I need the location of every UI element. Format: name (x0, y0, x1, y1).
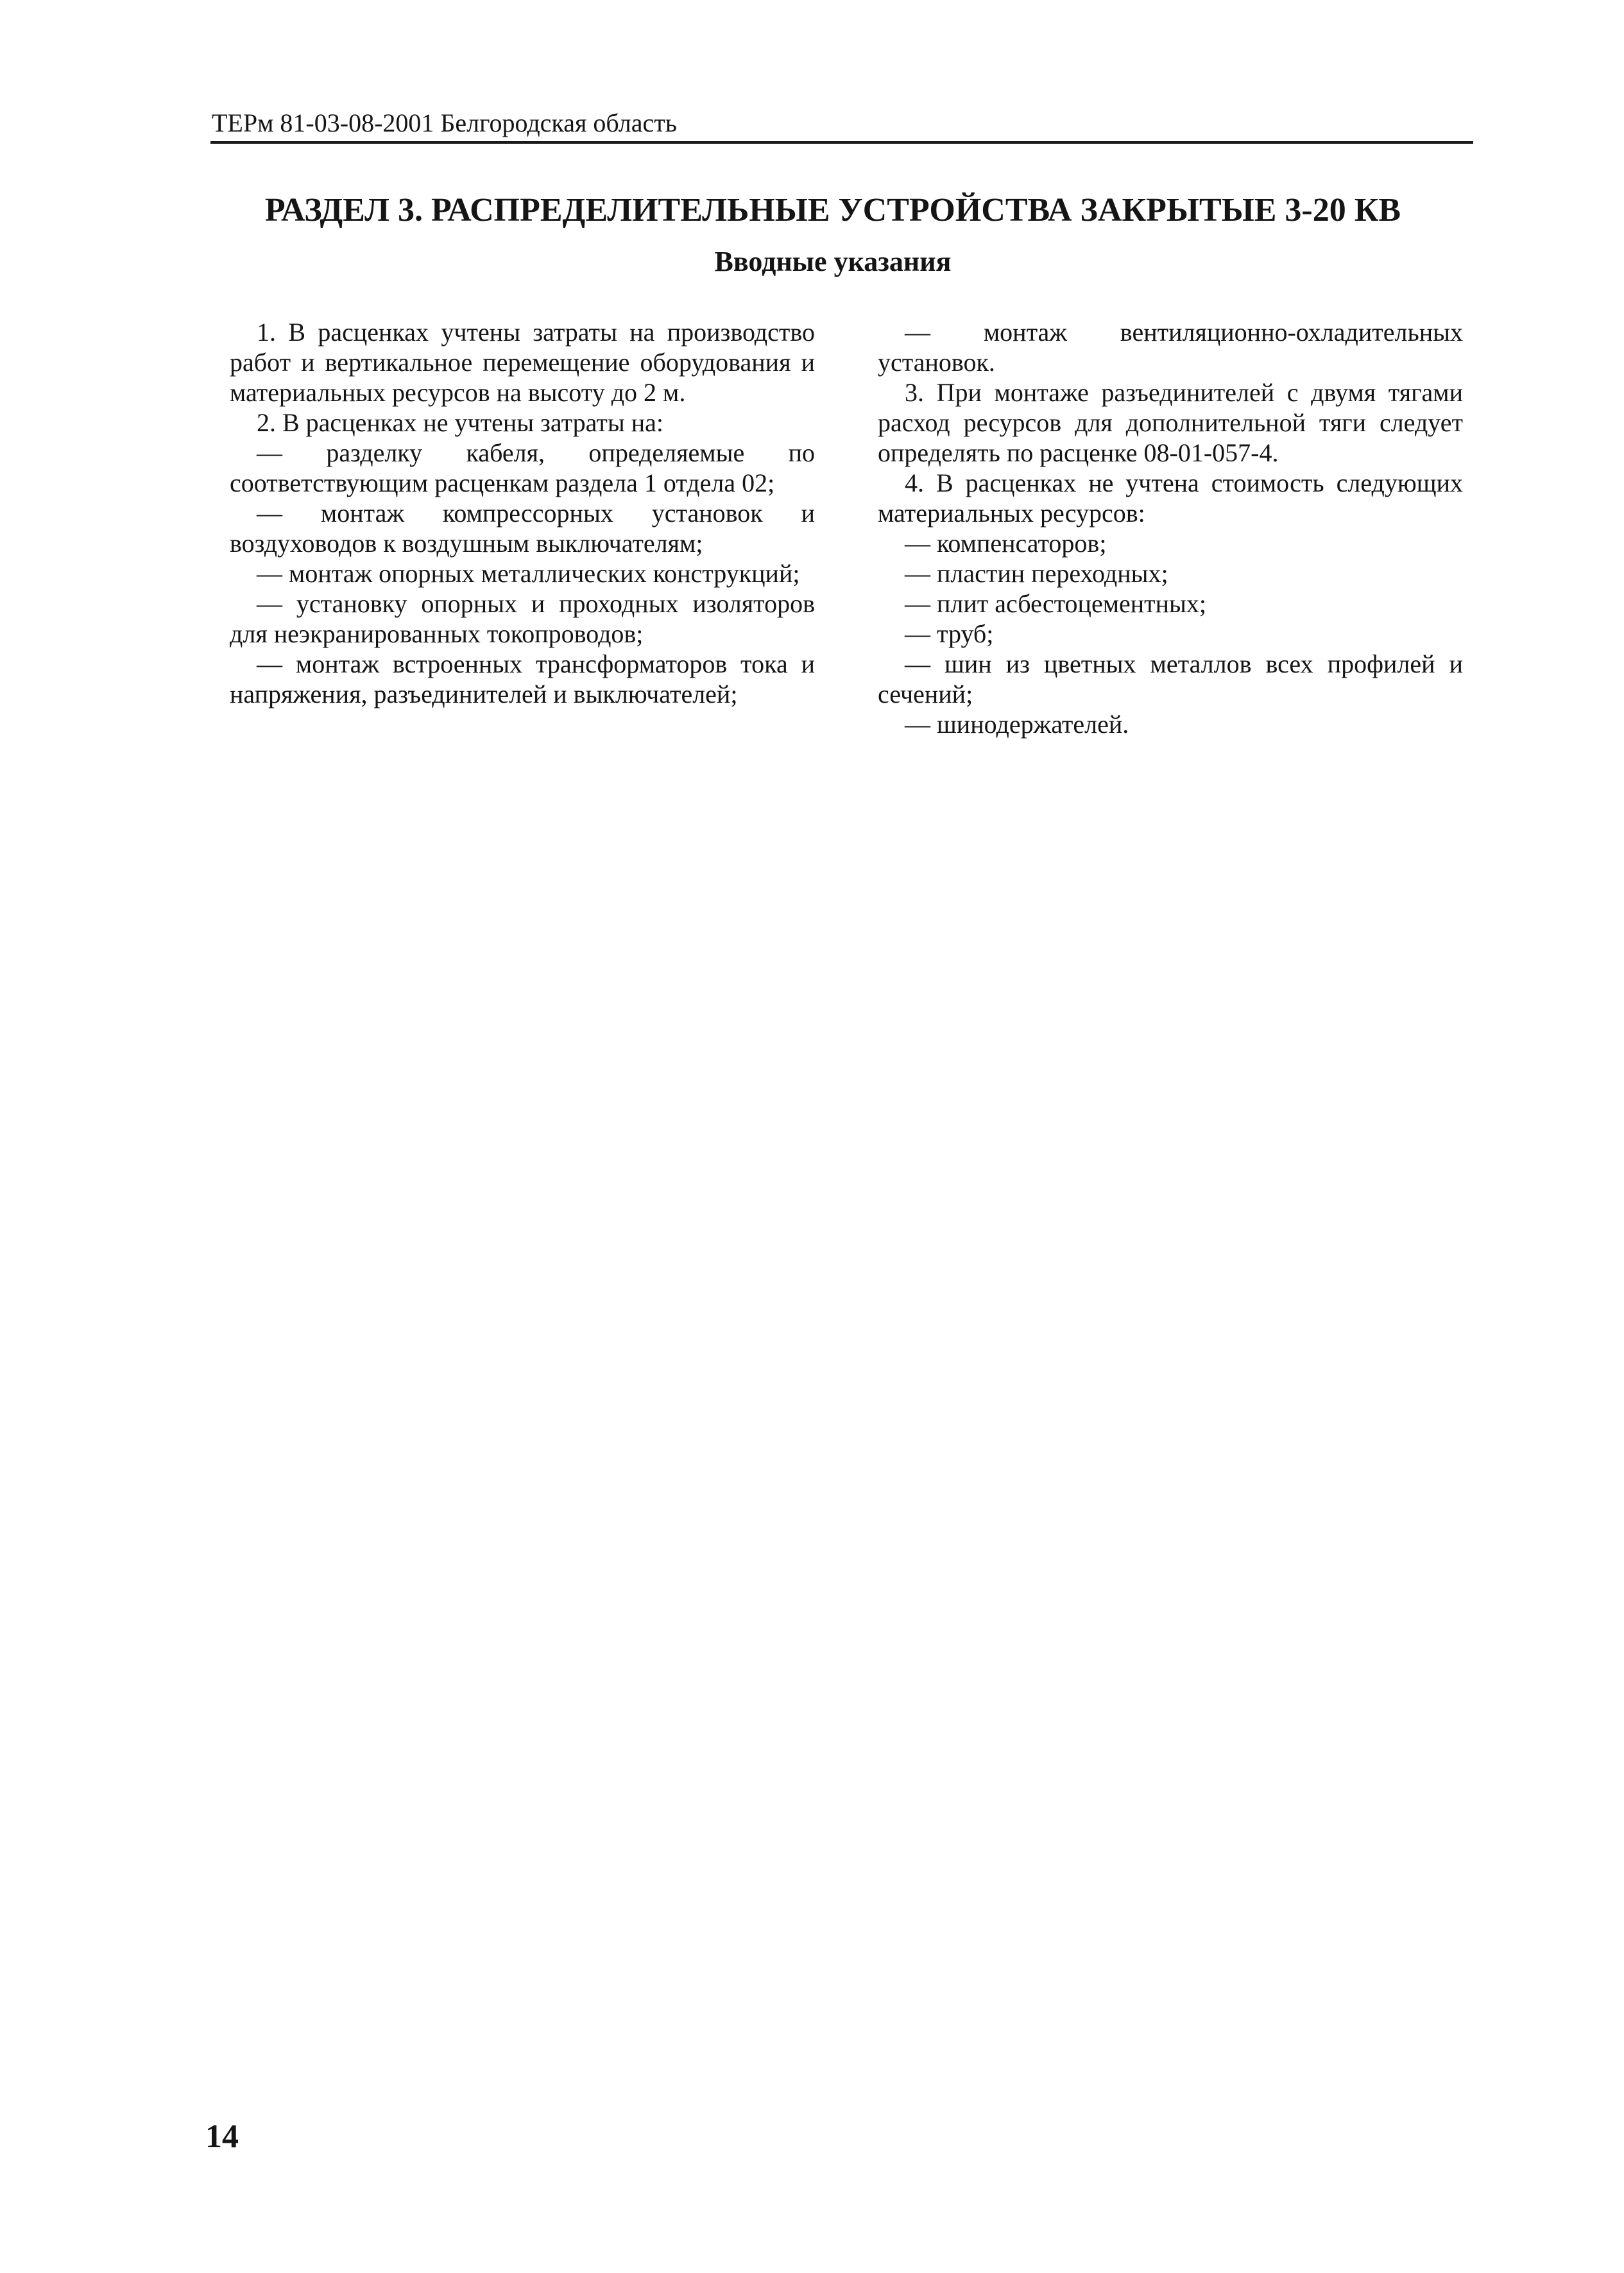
left-column (230, 317, 815, 709)
page-number: 14 (205, 2118, 239, 2155)
paragraph-item-3: 3. При монтаже разъединителей с двумя тягами расход ресурсов для дополнительной тяги следует определять по расценке 08-01-057-4. (878, 378, 1463, 467)
section-subtitle: Вводные указания (714, 246, 952, 277)
running-header: ТЕРм 81-03-08-2001 Белгородская область (212, 108, 677, 137)
paragraph-item-2: 2. В расценках не учтены затраты на: (257, 408, 663, 437)
list-item-insulators: — установку опорных и проходных изоляторов для неэкранированных токопроводов; (230, 589, 815, 648)
right-column (878, 317, 1463, 739)
paragraph-item-4: 4. В расценках не учтена стоимость следующих материальных ресурсов: (878, 468, 1463, 528)
list-item-compensators: — компенсаторов; (905, 529, 1107, 558)
list-item-metal-structures: — монтаж опорных металлических конструкций; (257, 559, 800, 588)
list-item-cable-cutting: — разделку кабеля, определяемые по соответствующим расценкам раздела 1 отдела 02; (230, 438, 815, 497)
list-item-asbestos-plates: — плит асбестоцементных; (905, 589, 1207, 618)
list-item-ventilation-units: — монтаж вентиляционно-охладительных установок. (878, 318, 1463, 377)
list-item-bus-holders: — шинодержателей. (905, 710, 1129, 739)
paragraph-item-1: 1. В расценках учтены затраты на производство работ и вертикальное перемещение оборудования и материальных ресурсов на высоту до 2 м. (230, 318, 815, 407)
section-title: РАЗДЕЛ 3. РАСПРЕДЕЛИТЕЛЬНЫЕ УСТРОЙСТВА ЗАКРЫТЫЕ 3-20 КВ (264, 192, 1401, 228)
list-item-compressor-units: — монтаж компрессорных установок и воздуховодов к воздушным выключателям; (230, 499, 815, 558)
list-item-transition-plates: — пластин переходных; (905, 559, 1168, 588)
list-item-busbars: — шин из цветных металлов всех профилей и сечений; (878, 649, 1463, 708)
list-item-pipes: — труб; (905, 619, 994, 648)
list-item-transformers: — монтаж встроенных трансформаторов тока и напряжения, разъединителей и выключателей; (230, 649, 815, 708)
header-rule (210, 141, 1473, 144)
